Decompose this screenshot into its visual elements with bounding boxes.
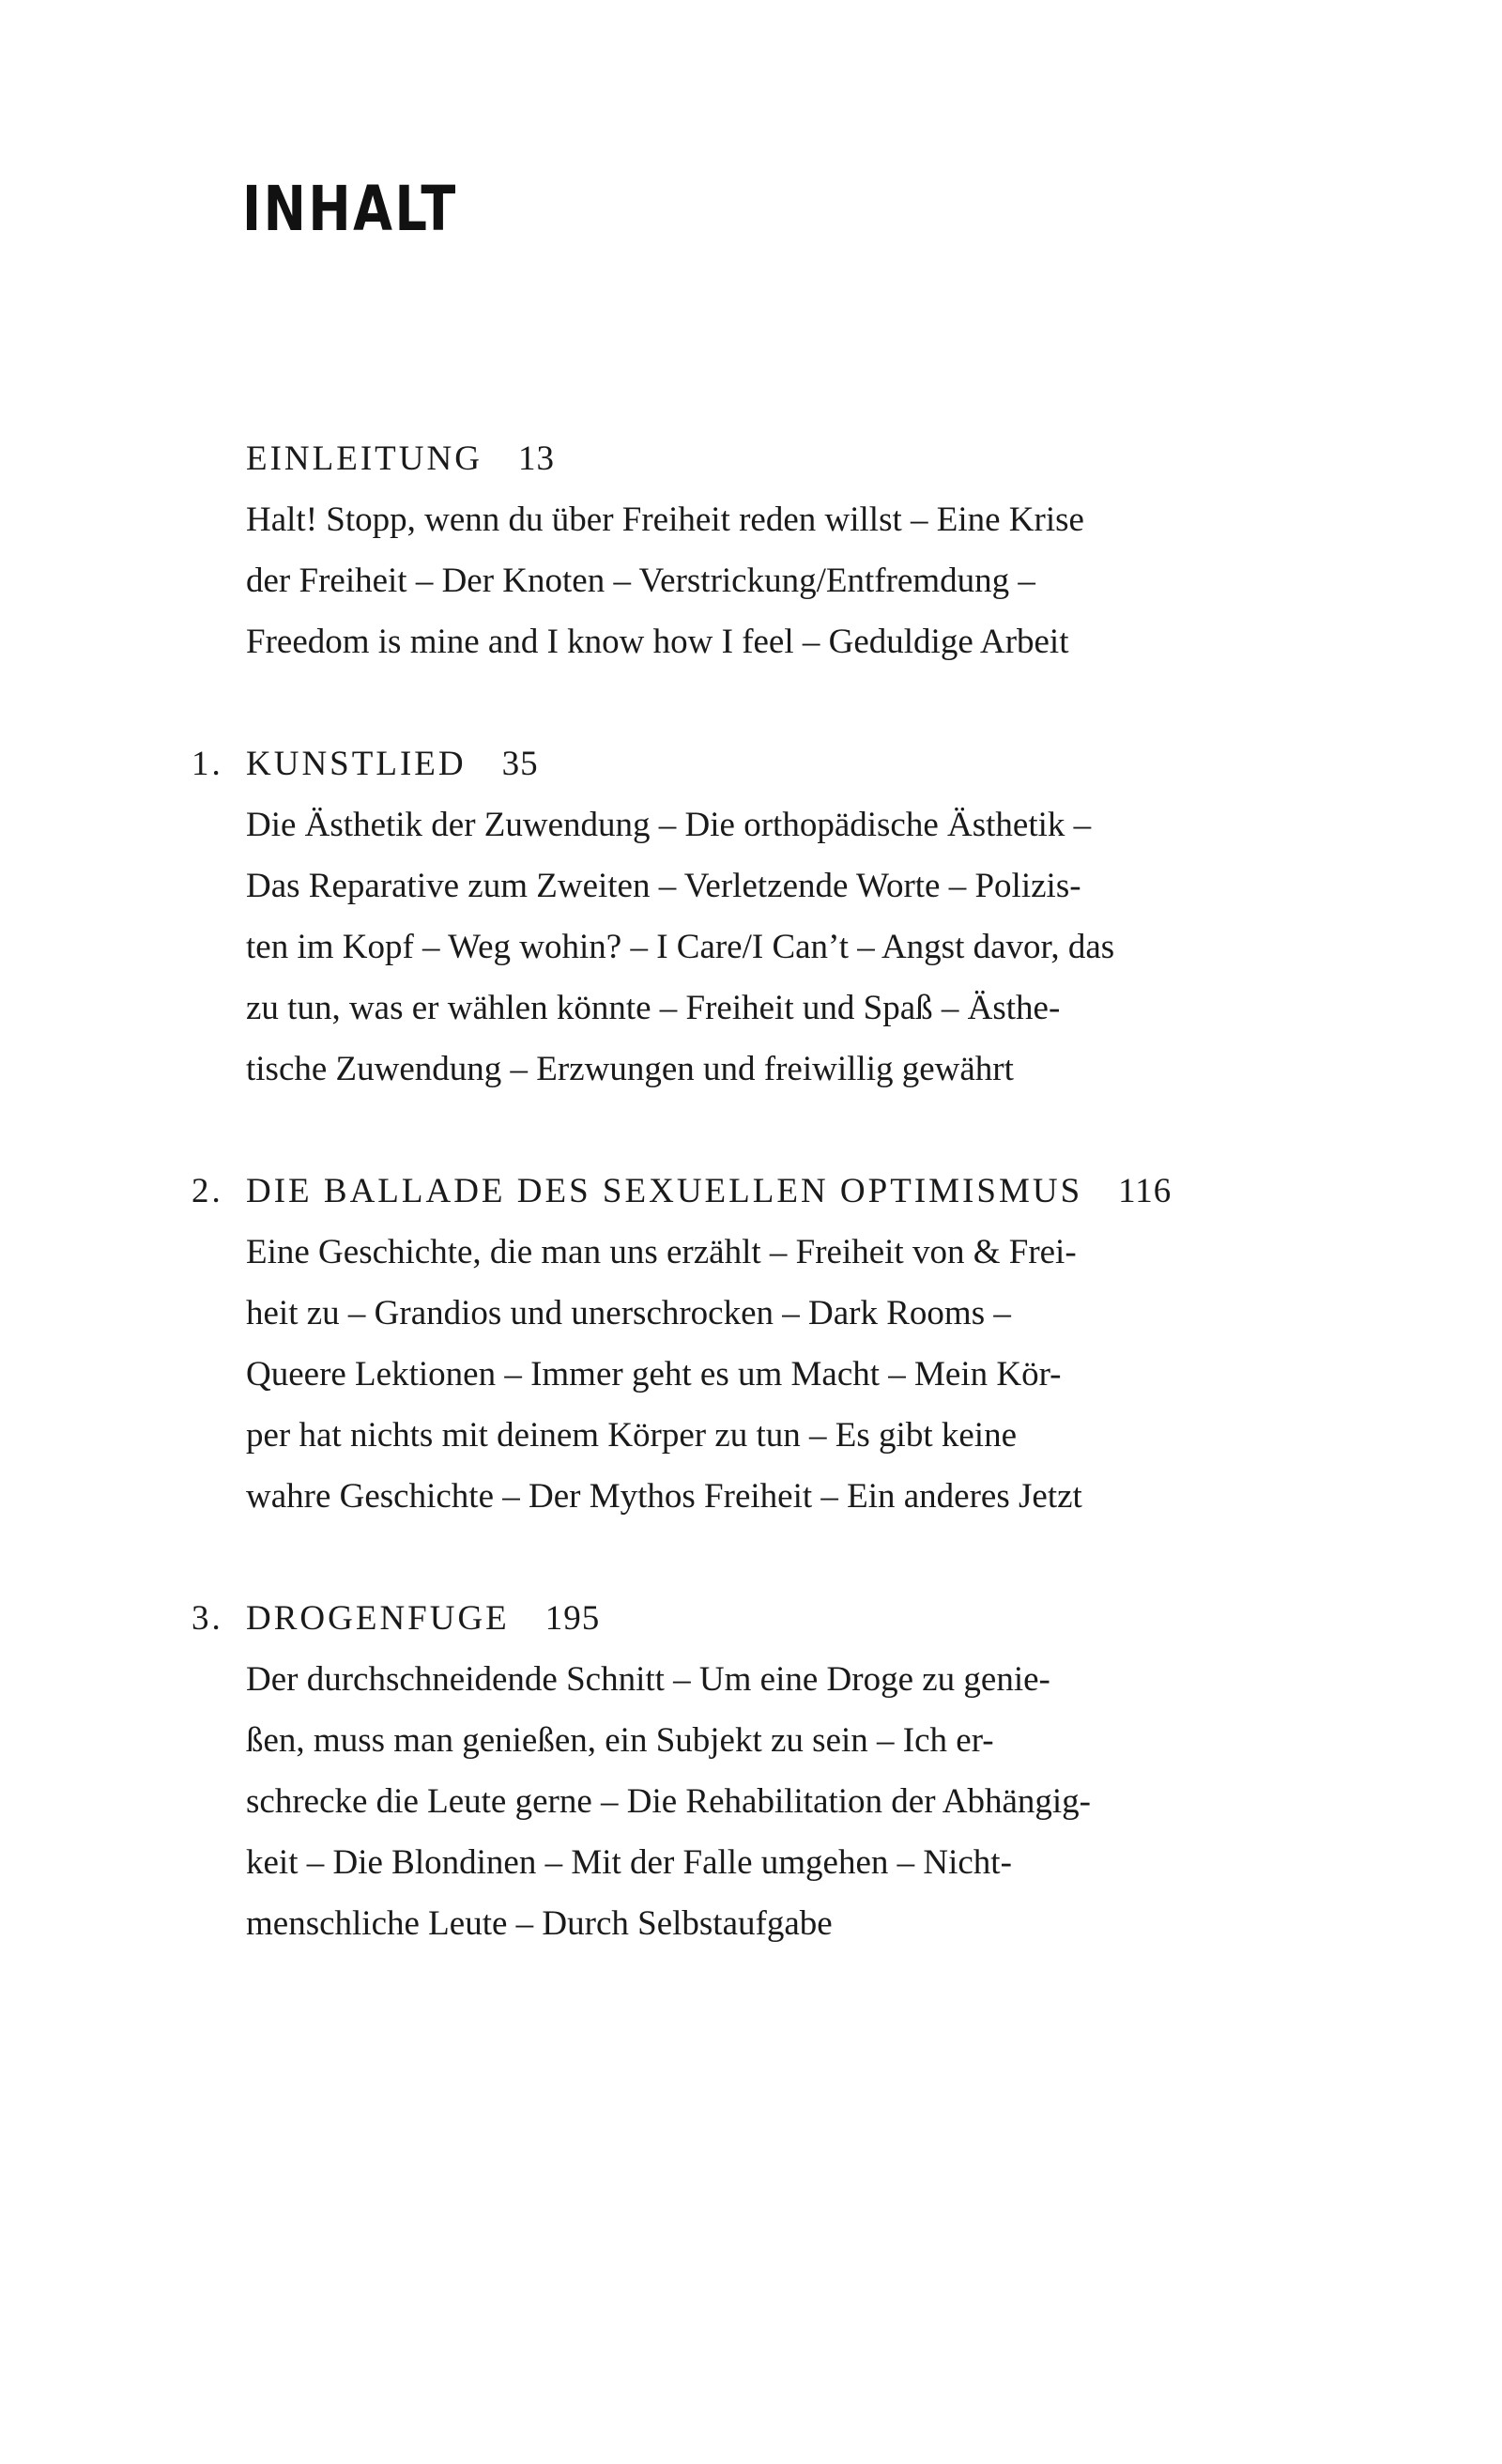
toc-entry-heading (192, 1588, 1271, 1649)
section-line: der Freiheit – Der Knoten – Verstrickung/Entfremdung – (246, 562, 1035, 600)
toc-entry-heading (192, 428, 1271, 489)
section-line: Eine Geschichte, die man uns erzählt – Freiheit von & Frei- (246, 1233, 1077, 1271)
chapter-title: EINLEITUNG (246, 439, 483, 478)
chapter-number: 1. (192, 745, 223, 783)
section-line: tische Zuwendung – Erzwungen und freiwillig gewährt (246, 1050, 1014, 1088)
table-of-contents (192, 428, 1271, 2015)
chapter-title: KUNSTLIED (246, 745, 467, 783)
page-title: INHALT (242, 173, 458, 245)
toc-entry-kunstlied (192, 733, 1271, 1100)
section-line: Der durchschneidende Schnitt – Um eine Droge zu genie- (246, 1660, 1050, 1699)
chapter-sections (246, 1222, 1271, 1527)
section-line: Die Ästhetik der Zuwendung – Die orthopädische Ästhetik – (246, 806, 1092, 844)
section-line: per hat nichts mit deinem Körper zu tun – Es gibt keine (246, 1416, 1017, 1455)
chapter-page-number: 116 (1118, 1172, 1172, 1210)
toc-entry-heading (192, 1161, 1271, 1222)
chapter-page-number: 195 (544, 1599, 601, 1638)
section-line: Queere Lektionen – Immer geht es um Macht – Mein Kör- (246, 1355, 1062, 1394)
chapter-sections (246, 794, 1271, 1100)
chapter-sections (246, 489, 1271, 672)
section-line: wahre Geschichte – Der Mythos Freiheit – Ein anderes Jetzt (246, 1477, 1082, 1516)
chapter-page-number: 13 (517, 439, 555, 478)
chapter-number: 2. (192, 1172, 223, 1210)
section-line: keit – Die Blondinen – Mit der Falle umgehen – Nicht- (246, 1843, 1012, 1882)
chapter-title: DIE BALLADE DES SEXUELLEN OPTIMISMUS (246, 1172, 1083, 1210)
toc-entry-einleitung (192, 428, 1271, 672)
chapter-title: DROGENFUGE (246, 1599, 510, 1638)
chapter-number: 3. (192, 1599, 223, 1638)
section-line: schrecke die Leute gerne – Die Rehabilitation der Abhängig- (246, 1782, 1091, 1821)
toc-entry-ballade (192, 1161, 1271, 1527)
section-line: ten im Kopf – Weg wohin? – I Care/I Can’t – Angst davor, das (246, 928, 1115, 966)
chapter-sections (246, 1649, 1271, 1954)
section-line: ßen, muss man genießen, ein Subjekt zu sein – Ich er- (246, 1721, 994, 1760)
section-line: menschliche Leute – Durch Selbstaufgabe (246, 1904, 833, 1943)
toc-entry-heading (192, 733, 1271, 794)
chapter-page-number: 35 (501, 745, 539, 783)
section-line: Freedom is mine and I know how I feel – Geduldige Arbeit (246, 623, 1069, 661)
section-line: Halt! Stopp, wenn du über Freiheit reden willst – Eine Krise (246, 500, 1084, 539)
toc-entry-drogenfuge (192, 1588, 1271, 1954)
section-line: zu tun, was er wählen könnte – Freiheit und Spaß – Ästhe- (246, 989, 1061, 1027)
section-line: Das Reparative zum Zweiten – Verletzende Worte – Polizis- (246, 867, 1081, 905)
section-line: heit zu – Grandios und unerschrocken – Dark Rooms – (246, 1294, 1011, 1332)
